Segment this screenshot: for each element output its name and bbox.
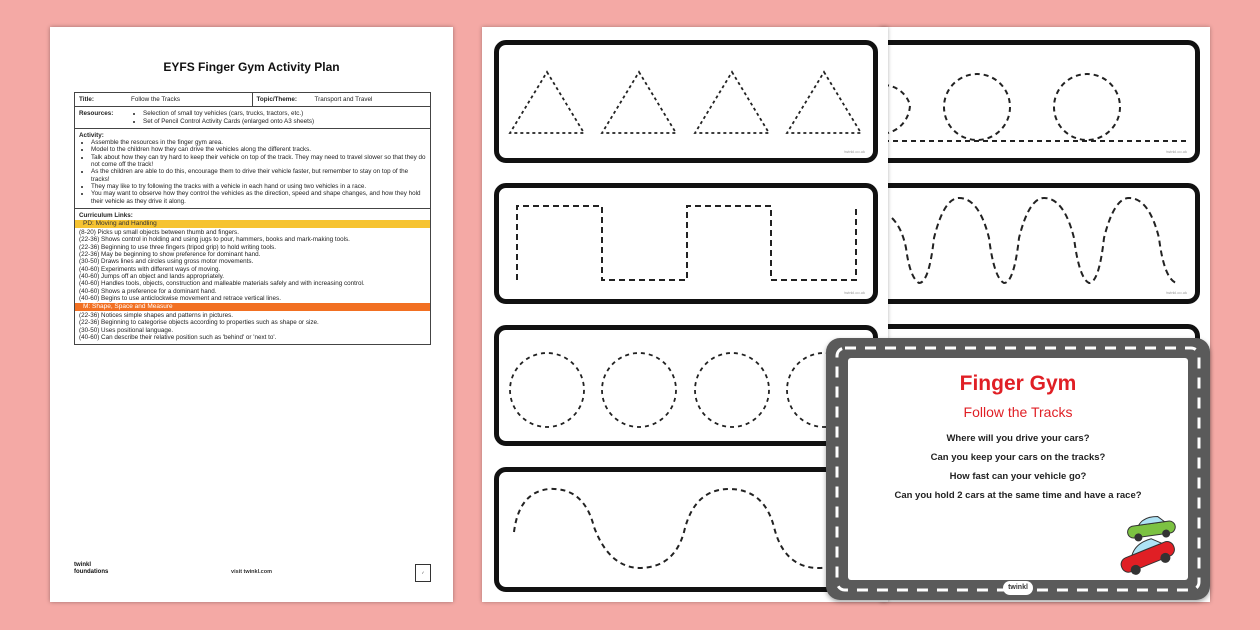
wave-track-icon [884, 188, 1200, 309]
activity-list [79, 139, 426, 205]
list-item: (40-60) Jumps off an object and lands appropriately. [79, 272, 225, 280]
list-item: (22-36) Notices simple shapes and patterns in pictures. [79, 312, 234, 320]
card-brand: twinkl.co.uk [1166, 290, 1187, 295]
tracing-card-wave-front [494, 467, 878, 592]
list-item: • Assemble the resources in the finger gym area. [91, 139, 426, 146]
resources-row [75, 107, 430, 129]
curriculum-label: Curriculum Links: [79, 211, 133, 219]
list-item: (22-36) Shows control in holding and using jugs to pour, hammers, books and mark-making tools. [79, 236, 350, 244]
tracing-card-triangles [494, 40, 878, 163]
m-heading: M: Shape, Space and Measure [75, 303, 430, 311]
list-item: (40-60) Experiments with different ways of moving. [79, 265, 221, 273]
card-brand: twinkl.co.uk [1166, 149, 1187, 154]
gym-subtitle: Follow the Tracks [963, 404, 1073, 420]
card-brand: twinkl.co.uk [844, 290, 865, 295]
twinkl-logo: twinkl [1003, 581, 1033, 595]
list-item: • You may want to observe how they control the vehicles as the direction, speed and shape changes, and how they hold their vehicle as they drive it along. [91, 190, 426, 205]
plan-table [74, 92, 431, 345]
list-item: (40-60) Begins to use anticlockwise movement and retrace vertical lines. [79, 294, 281, 302]
tracing-card-waves [884, 183, 1200, 304]
list-item: (40-60) Shows a preference for a dominant hand. [79, 287, 217, 295]
triangles-track-icon [499, 45, 883, 168]
activity-row [75, 129, 430, 209]
list-item: (22-36) Beginning to use three fingers (tripod grip) to hold writing tools. [79, 243, 277, 251]
tracing-card-square-wave [494, 183, 878, 304]
plan-title: EYFS Finger Gym Activity Plan [163, 60, 340, 74]
badge-icon: ✓ [415, 564, 431, 582]
resources-label: Resources: [79, 110, 114, 118]
list-item: • Selection of small toy vehicles (cars, trucks, tractors, etc.) [143, 110, 314, 117]
title-label: Title: [79, 96, 94, 103]
list-item: (30-50) Draws lines and circles using gross motor movements. [79, 258, 254, 266]
list-item: (40-60) Can describe their relative position such as 'behind' or 'next to'. [79, 334, 277, 342]
toy-cars-icon [1100, 503, 1190, 583]
gym-card-panel [848, 358, 1188, 580]
list-item: • They may like to try following the tracks with a vehicle in each hand or using two vehicles in a race. [91, 183, 426, 190]
tracing-card-circles-front [494, 325, 878, 446]
plan-url: visit twinkl.com [231, 569, 272, 575]
question-line: How fast can your vehicle go? [949, 471, 1087, 482]
topic-value: Transport and Travel [314, 96, 373, 103]
pd-heading: PD: Moving and Handling [75, 220, 430, 228]
title-value: Follow the Tracks [131, 96, 180, 103]
topic-label: Topic/Theme: [256, 96, 297, 103]
curriculum-row [75, 209, 430, 344]
question-line: Can you keep your cars on the tracks? [930, 452, 1106, 463]
circles-track-icon [884, 45, 1200, 168]
activity-label: Activity: [79, 131, 104, 139]
gym-title: Finger Gym [959, 372, 1077, 395]
list-item: (8-20) Picks up small objects between thumb and fingers. [79, 229, 239, 237]
list-item: • As the children are able to do this, encourage them to drive their vehicle faster, but remember to stay on top of the tracks! [91, 168, 426, 183]
resources-list [131, 110, 314, 125]
list-item: (22-36) Beginning to categorise objects according to properties such as shape or size. [79, 319, 319, 327]
twinkl-foundations-logo: twinkl foundations [74, 562, 109, 575]
list-item: (22-36) May be beginning to show preference for dominant hand. [79, 251, 261, 259]
activity-plan-sheet [50, 27, 453, 602]
square-wave-track-icon [499, 188, 883, 309]
question-line: Can you hold 2 cars at the same time and have a race? [894, 490, 1142, 501]
title-row [75, 93, 430, 107]
list-item: • Set of Pencil Control Activity Cards (enlarged onto A3 sheets) [143, 118, 314, 125]
question-line: Where will you drive your cars? [946, 433, 1090, 444]
list-item: • Model to the children how they can drive the vehicles along the different tracks. [91, 146, 426, 153]
list-item: (40-60) Handles tools, objects, construction and malleable materials safely and with increasing control. [79, 280, 365, 288]
list-item: • Talk about how they can try hard to keep their vehicle on top of the track. They may need to travel slower so that they do not come off the track! [91, 154, 426, 169]
finger-gym-card [826, 338, 1210, 600]
card-brand: twinkl.co.uk [844, 149, 865, 154]
list-item: (30-50) Uses positional language. [79, 326, 174, 334]
tracing-card-circles [884, 40, 1200, 163]
